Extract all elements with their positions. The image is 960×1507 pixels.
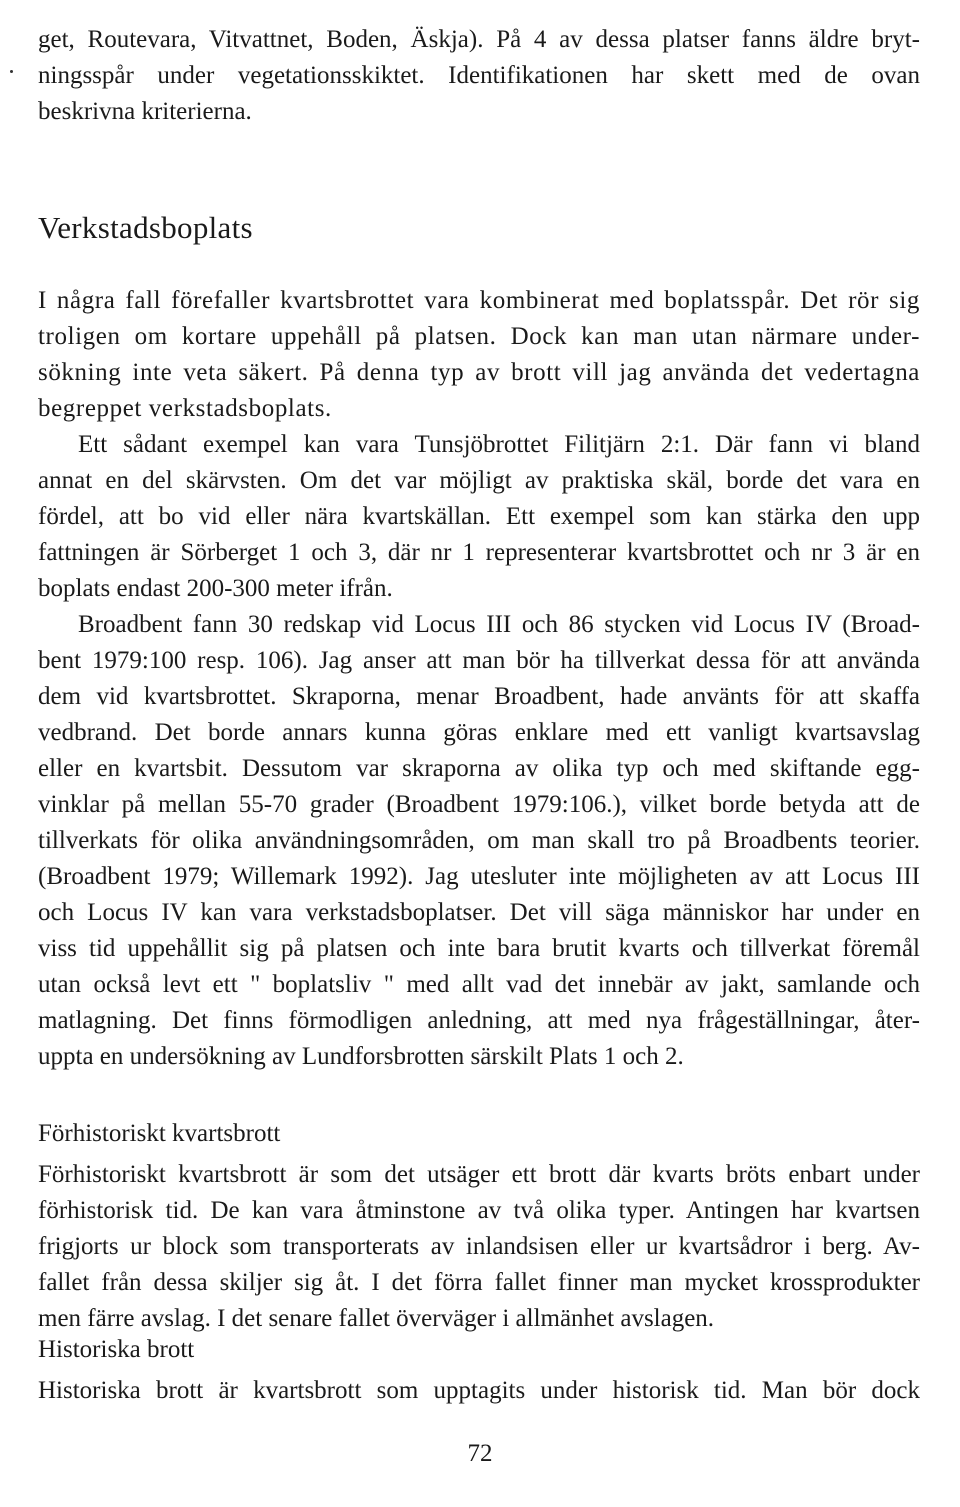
paragraph-line: boplats endast 200-300 meter ifrån. [38,575,393,602]
paragraph-line: uppta en undersökning av Lundforsbrotten särskilt Plats 1 och 2. [38,1043,684,1070]
section-heading-historiska-brott: Historiska brott [38,1336,195,1363]
paragraph-line: utan också levt ett " boplatsliv " med allt vad det innebär av jakt, samlande och [38,971,920,998]
scan-speck [10,70,13,73]
paragraph-line: fattningen är Sörberget 1 och 3, där nr 1 representerar kvartsbrottet och nr 3 är en [38,539,920,566]
paragraph-line: förhistorisk tid. De kan vara åtminstone av två olika typer. Antingen har kvartsen [38,1197,920,1224]
paragraph-line: Förhistoriskt kvartsbrott är som det utsäger ett brott där kvarts bröts enbart under [38,1161,920,1188]
paragraph-line: Broadbent fann 30 redskap vid Locus III och 86 stycken vid Locus IV (Broad- [78,611,920,638]
paragraph-line: viss tid uppehållit sig på platsen och inte bara brutit kvarts och tillverkat föremål [38,935,920,962]
intro-line: get, Routevara, Vitvattnet, Boden, Äskja). På 4 av dessa platser fanns äldre bryt- [38,26,920,53]
section-heading-verkstadsboplats: Verkstadsboplats [38,210,253,245]
paragraph-line: vinklar på mellan 55-70 grader (Broadbent 1979:106.), vilket borde betyda att de [38,791,920,818]
paragraph-line: vedbrand. Det borde annars kunna göras enklare med ett vanligt kvartsavslag [38,719,920,746]
paragraph-line: Historiska brott är kvartsbrott som upptagits under historisk tid. Man bör dock [38,1377,920,1404]
paragraph-line: fallet från dessa skiljer sig åt. I det förra fallet finner man mycket krossprodukter [38,1269,920,1296]
paragraph-line: (Broadbent 1979; Willemark 1992). Jag utesluter inte möjligheten av att Locus III [38,863,920,890]
paragraph-line: troligen om kortare uppehåll på platsen. Dock kan man utan närmare under- [38,323,920,350]
paragraph-line: begreppet verkstadsboplats. [38,395,332,422]
paragraph-line: men färre avslag. I det senare fallet överväger i allmänhet avslagen. [38,1305,715,1332]
paragraph-line: eller en kvartsbit. Dessutom var skraporna av olika typ och med skiftande egg- [38,755,920,782]
paragraph-line: tillverkats för olika användningsområden, om man skall tro på Broadbents teorier. [38,827,920,854]
paragraph-line: frigjorts ur block som transporterats av inlandsisen eller ur kvartsådror i berg. Av- [38,1233,920,1260]
paragraph-line: bent 1979:100 resp. 106). Jag anser att man bör ha tillverkat dessa för att använda [38,647,920,674]
paragraph-line: Ett sådant exempel kan vara Tunsjöbrottet Filitjärn 2:1. Där fann vi bland [78,431,920,458]
page-number: 72 [467,1440,493,1467]
paragraph-line: och Locus IV kan vara verkstadsboplatser. Det vill säga människor har under en [38,899,920,926]
paragraph-line: sökning inte veta säkert. På denna typ av brott vill jag använda det vedertagna [38,359,920,386]
intro-line: beskrivna kriterierna. [38,98,252,125]
paragraph-line: annat en del skärvsten. Om det var möjligt av praktiska skäl, borde det vara en [38,467,920,494]
paragraph-line: fördel, att bo vid eller nära kvartskällan. Ett exempel som kan stärka den upp [38,503,920,530]
paragraph-line: I några fall förefaller kvartsbrottet vara kombinerat med boplatsspår. Det rör sig [38,287,920,314]
paragraph-line: dem vid kvartsbrottet. Skraporna, menar Broadbent, hade använts för att skaffa [38,683,920,710]
section-heading-forhistoriskt-kvartsbrott: Förhistoriskt kvartsbrott [38,1120,281,1147]
intro-line: ningsspår under vegetationsskiktet. Identifikationen har skett med de ovan [38,62,920,89]
paragraph-line: matlagning. Det finns förmodligen anledning, att med nya frågeställningar, åter- [38,1007,920,1034]
